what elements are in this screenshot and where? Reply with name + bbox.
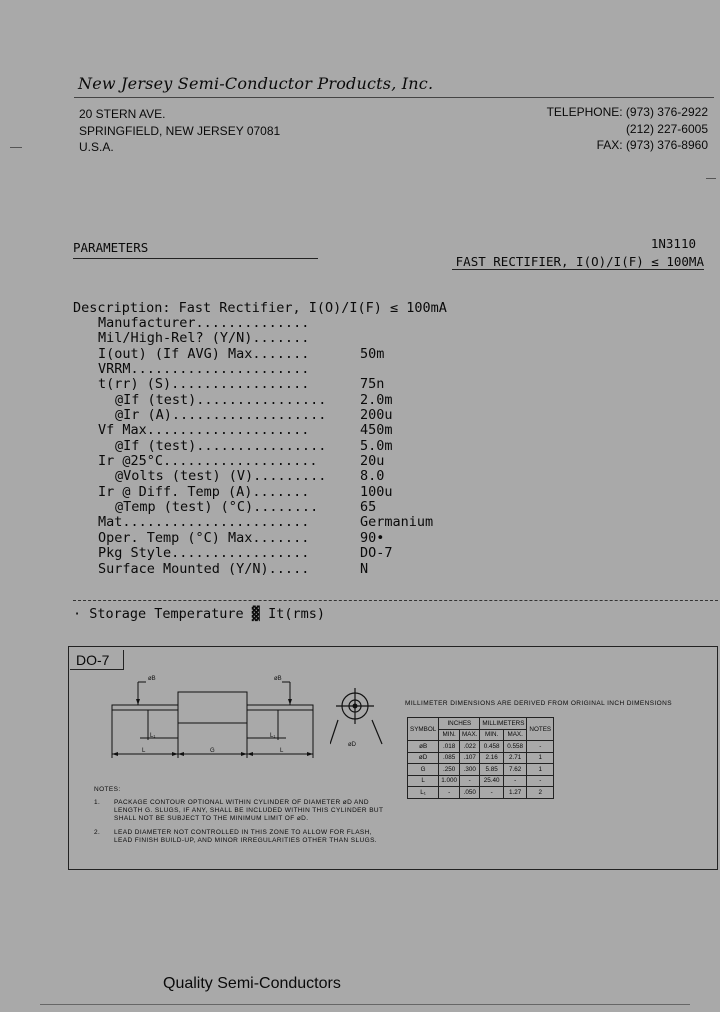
parameter-row xyxy=(73,377,493,392)
table-cell: .085 xyxy=(439,752,460,764)
parameter-label: @Temp (test) (°C)........ xyxy=(115,499,319,516)
parameter-value: N xyxy=(360,560,369,577)
diode-end-view xyxy=(330,684,390,748)
parameter-row xyxy=(73,500,493,515)
parameter-label: VRRM...................... xyxy=(98,361,310,378)
table-cell: .022 xyxy=(460,741,480,753)
note-number: 2. xyxy=(94,829,101,836)
parameter-row xyxy=(73,362,493,377)
parameter-label: @Ir (A)................... xyxy=(115,407,327,424)
parameter-value: 2.0m xyxy=(360,391,393,408)
table-subheader-cell: MAX. xyxy=(460,729,480,741)
note-text: LEAD DIAMETER NOT CONTROLLED IN THIS ZONE TO ALLOW FOR FLASH, LEAD FINISH BUILD-UP, AND MINOR IRREGULARITIES OTHER THAN SLUGS. xyxy=(114,829,378,844)
table-cell: øB xyxy=(408,741,439,753)
table-cell: .300 xyxy=(460,764,480,776)
table-row xyxy=(408,775,554,787)
left-lead xyxy=(112,705,178,710)
parameter-value: 75n xyxy=(360,376,385,393)
header-divider xyxy=(74,97,714,98)
parameter-label: Ir @25°C................... xyxy=(98,453,318,470)
part-number: 1N3110 xyxy=(650,236,696,251)
table-subheader-cell: MIN. xyxy=(439,729,460,741)
table-cell: 1.000 xyxy=(439,775,460,787)
parameter-label: Oper. Temp (°C) Max....... xyxy=(98,529,310,546)
address-line: 20 STERN AVE. xyxy=(79,107,166,121)
parameter-value: 5.0m xyxy=(360,437,393,454)
parameter-row xyxy=(73,393,493,408)
table-cell: - xyxy=(527,741,554,753)
parameter-value: Germanium xyxy=(360,514,434,531)
parameter-list xyxy=(73,316,493,577)
parameter-row xyxy=(73,531,493,546)
drawing-label-phi-b: øB xyxy=(274,676,282,682)
parameter-row xyxy=(73,485,493,500)
table-cell: 1 xyxy=(527,764,554,776)
table-cell: .107 xyxy=(460,752,480,764)
parameter-row xyxy=(73,515,493,530)
table-row xyxy=(408,787,554,799)
parameter-label: Surface Mounted (Y/N)..... xyxy=(98,560,310,577)
table-subheader-cell: MIN. xyxy=(480,729,504,741)
note-number: 1. xyxy=(94,799,101,806)
parameters-rule xyxy=(73,258,318,259)
parameter-value: 8.0 xyxy=(360,468,385,485)
parameter-value: 20u xyxy=(360,453,385,470)
parameter-value: 65 xyxy=(360,499,377,516)
notes-title: NOTES: xyxy=(94,786,121,793)
table-row xyxy=(408,764,554,776)
note-text: PACKAGE CONTOUR OPTIONAL WITHIN CYLINDER OF DIAMETER øD AND LENGTH G. SLUGS, IF ANY, SHALL BE INCLUDED WITHIN THIS CYLINDER BUT SHALL NOT BE SUBJECT TO THE MINIMUM LIMIT OF øD. xyxy=(114,799,384,822)
table-cell: .018 xyxy=(439,741,460,753)
parameter-row xyxy=(73,546,493,561)
right-lead xyxy=(247,705,313,710)
table-cell: - xyxy=(503,775,527,787)
table-cell: 7.62 xyxy=(503,764,527,776)
parameter-value: 450m xyxy=(360,422,393,439)
diode-body xyxy=(178,692,247,723)
parameter-row xyxy=(73,454,493,469)
scan-mark xyxy=(10,147,22,148)
table-header-cell: MILLIMETERS xyxy=(480,718,527,730)
parameter-row xyxy=(73,423,493,438)
parameter-label: Ir @ Diff. Temp (A)....... xyxy=(98,483,310,500)
parameter-value: 100u xyxy=(360,483,393,500)
dimension-note: MILLIMETER DIMENSIONS ARE DERIVED FROM ORIGINAL INCH DIMENSIONS xyxy=(405,700,672,707)
address-line: U.S.A. xyxy=(79,140,114,154)
table-cell: 2 xyxy=(527,787,554,799)
table-cell: - xyxy=(480,787,504,799)
drawing-label-l: L xyxy=(280,748,284,754)
parameter-label: Mat....................... xyxy=(98,514,310,531)
parameter-label: Mil/High-Rel? (Y/N)....... xyxy=(98,330,310,347)
parameter-row xyxy=(73,439,493,454)
drawing-label-phi-b: øB xyxy=(148,676,156,682)
table-cell: - xyxy=(527,775,554,787)
drawing-label-l1: L₁ xyxy=(150,733,156,739)
parameter-value: 90• xyxy=(360,529,385,546)
parameter-value: DO-7 xyxy=(360,545,393,562)
footer-tagline: Quality Semi-Conductors xyxy=(163,975,341,992)
table-cell: øD xyxy=(408,752,439,764)
dimension-table-body xyxy=(408,741,554,799)
scan-mark xyxy=(706,178,716,179)
table-cell: .250 xyxy=(439,764,460,776)
table-cell: 0.558 xyxy=(503,741,527,753)
company-phones xyxy=(547,104,708,154)
phone-line: FAX: (973) 376-8960 xyxy=(596,138,708,152)
parameter-label: Pkg Style................. xyxy=(98,545,310,562)
table-cell: L₁ xyxy=(408,787,439,799)
table-cell: 5.85 xyxy=(480,764,504,776)
parameter-value: 200u xyxy=(360,407,393,424)
table-cell: L xyxy=(408,775,439,787)
company-address xyxy=(79,106,280,156)
footer-rule xyxy=(40,1004,690,1005)
parameters-label: PARAMETERS xyxy=(73,240,149,255)
note-item xyxy=(94,799,384,823)
parameter-row xyxy=(73,562,493,577)
table-row xyxy=(408,752,554,764)
address-line: SPRINGFIELD, NEW JERSEY 07081 xyxy=(79,123,281,138)
parameter-row xyxy=(73,331,493,346)
drawing-label-l1: L₁ xyxy=(270,733,276,739)
table-cell: 1.27 xyxy=(503,787,527,799)
storage-temperature-line: · Storage Temperature ▓ It(rms) xyxy=(73,606,325,622)
table-header-cell: SYMBOL xyxy=(408,718,439,741)
table-subheader-cell: MAX. xyxy=(503,729,527,741)
package-tag: DO-7 xyxy=(70,650,124,670)
table-cell: 1 xyxy=(527,752,554,764)
parameter-row xyxy=(73,469,493,484)
parameter-label: @Volts (test) (V)......... xyxy=(115,468,327,485)
table-header-cell: INCHES xyxy=(439,718,480,730)
part-description: FAST RECTIFIER, I(O)/I(F) ≤ 100MA xyxy=(452,254,704,270)
table-cell: 2.71 xyxy=(503,752,527,764)
drawing-label-l: L xyxy=(142,748,146,754)
parameter-label: I(out) (If AVG) Max....... xyxy=(98,345,310,362)
note-item xyxy=(94,829,384,845)
parameter-label: Vf Max.................... xyxy=(98,422,310,439)
drawing-label-g: G xyxy=(210,748,215,754)
parameter-label: @If (test)................ xyxy=(115,391,327,408)
section-divider xyxy=(73,600,718,601)
table-cell: G xyxy=(408,764,439,776)
table-cell: - xyxy=(439,787,460,799)
dimension-table-wrap xyxy=(407,717,554,799)
drawing-label-phi-d: øD xyxy=(348,742,356,748)
parameter-row xyxy=(73,316,493,331)
phone-line: (212) 227-6005 xyxy=(625,121,708,136)
table-cell: 25.40 xyxy=(480,775,504,787)
phone-line: TELEPHONE: (973) 376-2922 xyxy=(546,105,708,119)
table-cell: 2.16 xyxy=(480,752,504,764)
parameter-row xyxy=(73,347,493,362)
parameter-label: t(rr) (S)................. xyxy=(98,376,310,393)
table-header-cell: NOTES xyxy=(527,718,554,741)
table-cell: - xyxy=(460,775,480,787)
table-cell: 0.458 xyxy=(480,741,504,753)
parameter-label: Manufacturer.............. xyxy=(98,315,310,331)
table-cell: .050 xyxy=(460,787,480,799)
dimension-table xyxy=(407,717,554,799)
parameter-row xyxy=(73,408,493,423)
parameter-value: 50m xyxy=(360,345,385,362)
description-line: Description: Fast Rectifier, I(O)/I(F) ≤ 100mA xyxy=(73,300,447,316)
company-name: New Jersey Semi-Conductor Products, Inc. xyxy=(78,74,434,93)
table-row xyxy=(408,741,554,753)
parameter-label: @If (test)................ xyxy=(115,437,327,454)
